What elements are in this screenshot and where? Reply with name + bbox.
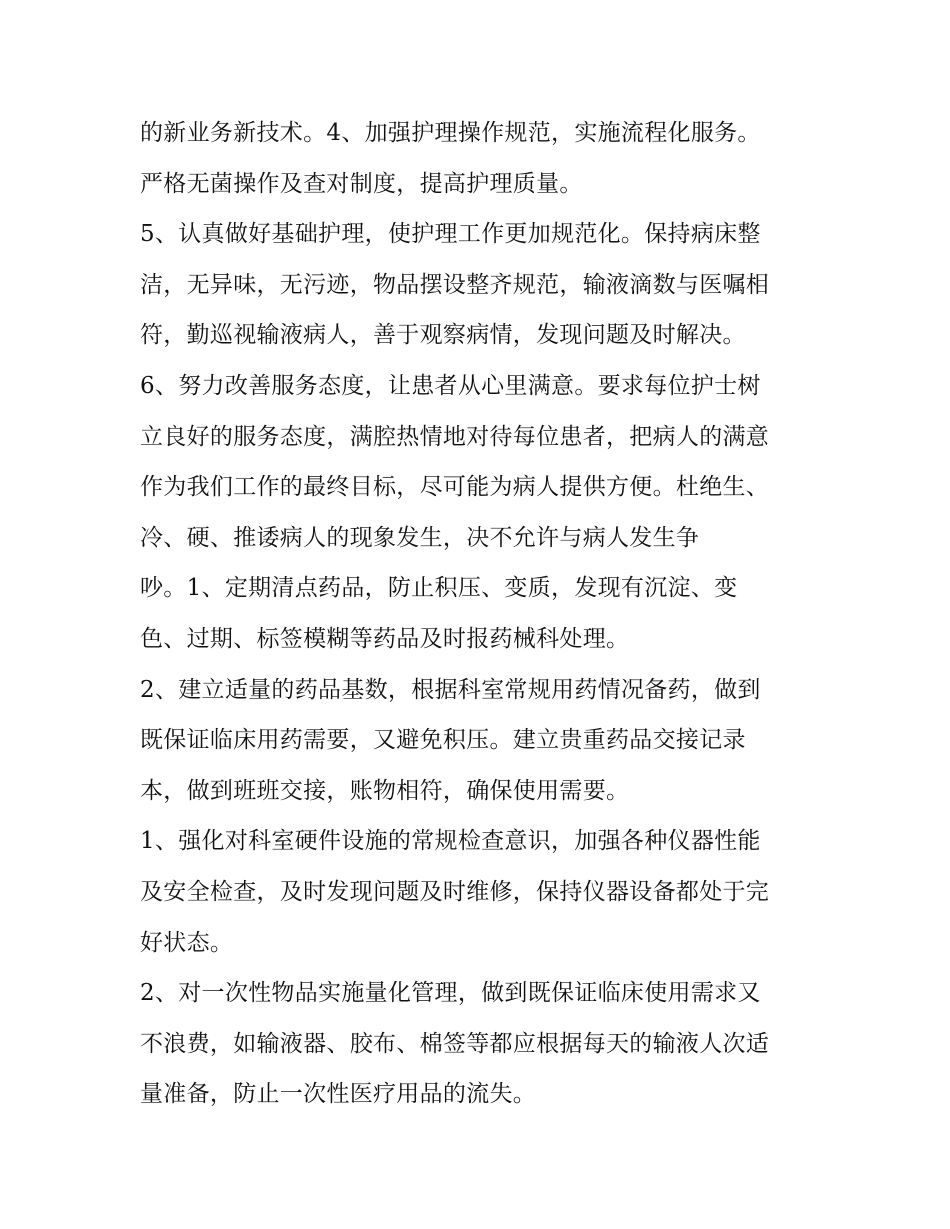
text-line: 及安全检查，及时发现问题及时维修，保持仪器设备都处于完 (140, 878, 770, 905)
text-line: 洁，无异味，无污迹，物品摆设整齐规范，输液滴数与医嘱相 (140, 271, 770, 298)
text-line: 立良好的服务态度，满腔热情地对待每位患者，把病人的满意 (140, 423, 770, 450)
text-line: 的新业务新技术。4、加强护理操作规范，实施流程化服务。 (140, 120, 761, 146)
text-line: 冷、硬、推诿病人的现象发生，决不允许与病人发生争 (140, 524, 700, 551)
text-line: 1、强化对科室硬件设施的常规检查意识，加强各种仪器性能 (140, 828, 761, 855)
text-line: 色、过期、标签模糊等药品及时报药械科处理。 (140, 625, 630, 652)
text-line: 5、认真做好基础护理，使护理工作更加规范化。保持病床整 (140, 221, 761, 248)
document-body (140, 108, 830, 1120)
text-line: 2、建立适量的药品基数，根据科室常规用药情况备药，做到 (140, 676, 761, 703)
text-line: 吵。1、定期清点药品，防止积压、变质，发现有沉淀、变 (140, 575, 738, 602)
text-line: 好状态。 (140, 929, 234, 956)
text-line: 作为我们工作的最终目标，尽可能为病人提供方便。杜绝生、 (140, 474, 770, 501)
text-line: 严格无菌操作及查对制度，提高护理质量。 (140, 170, 583, 197)
text-line: 既保证临床用药需要，又避免积压。建立贵重药品交接记录 (140, 727, 746, 754)
text-line: 2、对一次性物品实施量化管理，做到既保证临床使用需求又 (140, 980, 761, 1007)
text-line: 符，勤巡视输液病人，善于观察病情，发现问题及时解决。 (140, 322, 746, 349)
text-line: 量准备，防止一次性医疗用品的流失。 (140, 1081, 537, 1108)
text-line: 本，做到班班交接，账物相符，确保使用需要。 (140, 777, 630, 804)
text-line: 6、努力改善服务态度，让患者从心里满意。要求每位护士树 (140, 372, 761, 399)
text-line: 不浪费，如输液器、胶布、棉签等都应根据每天的输液人次适 (140, 1030, 770, 1057)
